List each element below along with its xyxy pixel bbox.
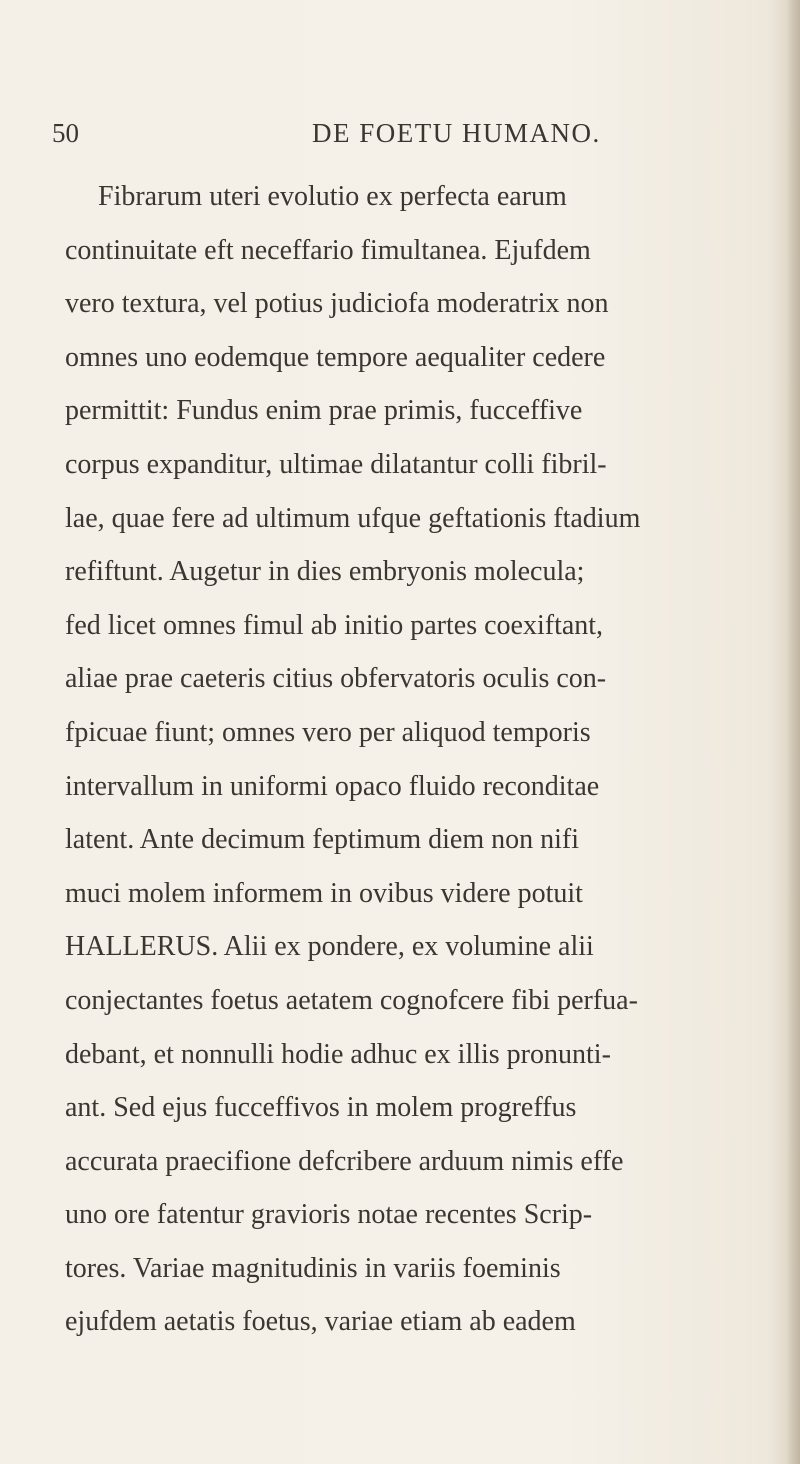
- text-line: debant, et nonnulli hodie adhuc ex illis pronunti-: [65, 1038, 611, 1070]
- text-line: fpicuae fiunt; omnes vero per aliquod temporis: [65, 716, 591, 748]
- text-line: continuitate eft neceffario fimultanea. Ejufdem: [65, 234, 591, 266]
- text-line: corpus expanditur, ultimae dilatantur colli fibril-: [65, 448, 607, 480]
- text-line: conjectantes foetus aetatem cognofcere fibi perfua-: [65, 984, 638, 1016]
- running-title: DE FOETU HUMANO.: [312, 118, 601, 148]
- text-line: HALLERUS. Alii ex pondere, ex volumine alii: [65, 931, 594, 963]
- body-text: [65, 170, 785, 1349]
- text-line: uno ore fatentur gravioris notae recentes Scrip-: [65, 1199, 593, 1231]
- text-line: fed licet omnes fimul ab initio partes coexiftant,: [65, 609, 604, 641]
- text-line: lae, quae fere ad ultimum ufque geftationis ftadium: [65, 502, 641, 534]
- text-line: latent. Ante decimum feptimum diem non nifi: [65, 824, 580, 856]
- text-line: accurata praecifione defcribere arduum nimis effe: [65, 1145, 624, 1177]
- page-header: [52, 118, 652, 154]
- text-line: intervallum in uniformi opaco fluido reconditae: [65, 770, 600, 802]
- text-line: permittit: Fundus enim prae primis, fucceffive: [65, 395, 583, 427]
- text-line: omnes uno eodemque tempore aequaliter cedere: [65, 341, 606, 373]
- text-line: tores. Variae magnitudinis in variis foeminis: [65, 1252, 561, 1284]
- text-line: refiftunt. Augetur in dies embryonis molecula;: [65, 556, 585, 588]
- page-number: 50: [52, 118, 79, 148]
- text-line: ant. Sed ejus fucceffivos in molem progreffus: [65, 1092, 577, 1124]
- text-line: vero textura, vel potius judiciofa moderatrix non: [65, 288, 609, 320]
- text-line: aliae prae caeteris citius obfervatoris oculis con-: [65, 663, 607, 695]
- text-line: ejufdem aetatis foetus, variae etiam ab eadem: [65, 1306, 576, 1338]
- text-line: muci molem informem in ovibus videre potuit: [65, 877, 583, 909]
- page-edge-shadow: [786, 0, 800, 1464]
- text-line: Fibrarum uteri evolutio ex perfecta earum: [98, 181, 567, 212]
